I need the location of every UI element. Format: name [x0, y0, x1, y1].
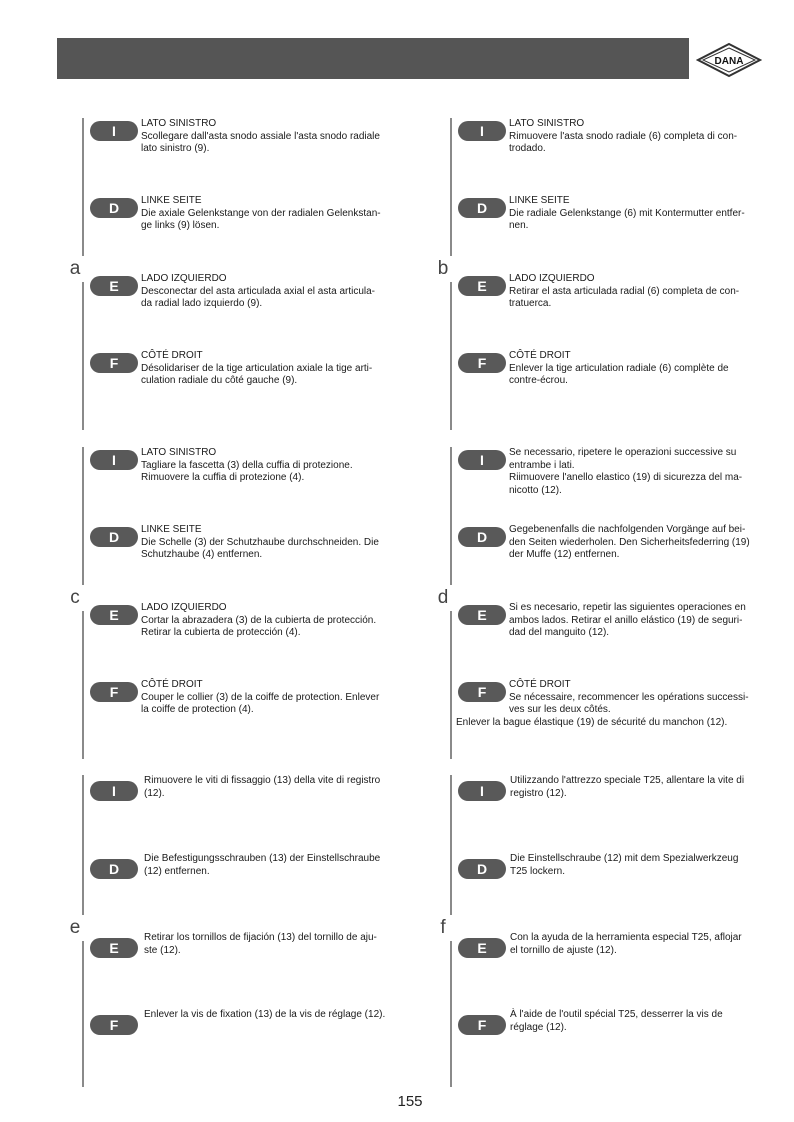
entry-french [82, 679, 422, 717]
lang-badge-f: F [458, 353, 506, 373]
entry-french [450, 679, 790, 729]
entry-german [450, 195, 790, 233]
entry-heading: LADO IZQUIERDO [141, 602, 227, 613]
dana-logo-icon [696, 42, 762, 78]
section-c [70, 447, 442, 759]
entry-extra-line: Enlever la bague élastique (19) de sécurité du manchon (12). [456, 716, 728, 728]
entry-italian [450, 775, 790, 800]
entry-text: Retirar el asta articulada radial (6) completa de con- tratuerca. [509, 285, 740, 309]
section-letter: a [62, 256, 88, 282]
entry-text: Die Befestigungsschrauben (13) der Einstellschraube (12) entfernen. [144, 853, 381, 877]
entry-italian [82, 775, 422, 800]
section-e [69, 775, 442, 1087]
entry-heading: LINKE SEITE [141, 195, 202, 206]
lang-badge-e: E [458, 938, 506, 958]
entry-text: À l'aide de l'outil spécial T25, desserrer la vis de réglage (12). [510, 1009, 723, 1033]
entry-heading: CÔTÉ DROIT [509, 350, 571, 361]
entry-spanish [82, 273, 422, 311]
entry-heading: LADO IZQUIERDO [509, 273, 595, 284]
entry-text: Die Schelle (3) der Schutzhaube durchschneiden. Die Schutzhaube (4) entfernen. [141, 536, 379, 560]
section-letter: c [62, 585, 88, 611]
lang-badge-i: I [90, 781, 138, 801]
lang-badge-f: F [90, 1015, 138, 1035]
entry-french [450, 1009, 790, 1034]
entry-german [82, 195, 422, 233]
lang-badge-f: F [458, 682, 506, 702]
entry-text: Scollegare dall'asta snodo assiale l'asta snodo radiale lato sinistro (9). [141, 130, 380, 154]
entry-spanish [450, 602, 790, 640]
lang-badge-d: D [458, 198, 506, 218]
entry-heading: LATO SINISTRO [141, 118, 217, 129]
entry-heading: CÔTÉ DROIT [141, 679, 203, 690]
entry-french [82, 1009, 422, 1033]
entry-text: Enlever la tige articulation radiale (6) complète de contre-écrou. [509, 362, 729, 386]
entry-text: Désolidariser de la tige articulation axiale la tige arti- culation radiale du côté gauche (9). [141, 362, 373, 386]
lang-badge-i: I [458, 121, 506, 141]
lang-badge-d: D [90, 859, 138, 879]
entry-text: Rimuovere l'asta snodo radiale (6) completa di con- trodado. [509, 130, 738, 154]
section-letter: d [430, 585, 456, 611]
entry-heading: CÔTÉ DROIT [141, 350, 203, 361]
entry-text: Couper le collier (3) de la coiffe de protection. Enlever la coiffe de protection (4). [141, 691, 380, 715]
entry-german [82, 853, 422, 878]
entry-italian [450, 118, 790, 156]
entry-spanish [450, 273, 790, 311]
entry-text: Gegebenenfalls die nachfolgenden Vorgänge auf bei- den Seiten wiederholen. Den Sicherheitsfederring (19) der Muffe (12) entfernen. [509, 524, 750, 560]
section-d [437, 447, 794, 759]
section-f [440, 775, 794, 1087]
entry-heading: CÔTÉ DROIT [509, 679, 571, 690]
entry-text: Die radiale Gelenkstange (6) mit Kontermutter entfer- nen. [509, 207, 745, 231]
lang-badge-d: D [90, 527, 138, 547]
lang-badge-i: I [458, 781, 506, 801]
entry-heading: LINKE SEITE [509, 195, 570, 206]
entry-italian [450, 447, 790, 497]
entry-heading: LADO IZQUIERDO [141, 273, 227, 284]
entry-text: Utilizzando l'attrezzo speciale T25, allentare la vite di registro (12). [510, 775, 745, 799]
dana-logo [696, 42, 762, 78]
entry-text: Si es necesario, repetir las siguientes operaciones en ambos lados. Retirar el anillo elástico (19) de seguri- dad del manguito (12). [509, 602, 746, 638]
entry-german [450, 853, 790, 878]
entry-heading: LINKE SEITE [141, 524, 202, 535]
entry-spanish [82, 932, 422, 957]
entry-text: Desconectar del asta articulada axial el asta articula- da radial lado izquierdo (9). [141, 285, 376, 309]
entry-text: Se nécessaire, recommencer les opérations successi- ves sur les deux côtés. [509, 691, 749, 715]
lang-badge-d: D [90, 198, 138, 218]
lang-badge-i: I [90, 121, 138, 141]
entry-german [450, 524, 790, 562]
page-number: 155 [397, 1093, 423, 1110]
lang-badge-f: F [90, 353, 138, 373]
lang-badge-e: E [90, 276, 138, 296]
entry-heading: LATO SINISTRO [141, 447, 217, 458]
lang-badge-e: E [458, 276, 506, 296]
entry-text: Cortar la abrazadera (3) de la cubierta de protección. Retirar la cubierta de protección (4). [141, 614, 377, 638]
entry-text: Rimuovere le viti di fissaggio (13) della vite di registro (12). [144, 775, 381, 799]
entry-text: Enlever la vis de fixation (13) de la vis de réglage (12). [144, 1009, 386, 1020]
entry-text: Con la ayuda de la herramienta especial T25, aflojar el tornillo de ajuste (12). [510, 932, 742, 956]
entry-text: Tagliare la fascetta (3) della cuffia di protezione. Rimuovere la cuffia di protezione (4). [141, 459, 353, 483]
entry-text: Retirar los tornillos de fijación (13) del tornillo de aju- ste (12). [144, 932, 377, 956]
lang-badge-d: D [458, 859, 506, 879]
entry-italian [82, 447, 422, 485]
svg-text:DANA: DANA [714, 56, 744, 67]
section-a [69, 118, 442, 430]
section-letter: e [62, 915, 88, 941]
entry-french [82, 350, 422, 388]
lang-badge-e: E [458, 605, 506, 625]
entry-spanish [450, 932, 790, 957]
entry-heading: LATO SINISTRO [509, 118, 585, 129]
lang-badge-f: F [90, 682, 138, 702]
lang-badge-e: E [90, 605, 138, 625]
lang-badge-f: F [458, 1015, 506, 1035]
entry-spanish [82, 602, 422, 640]
section-letter: f [430, 915, 456, 941]
lang-badge-i: I [458, 450, 506, 470]
section-letter: b [430, 256, 456, 282]
lang-badge-i: I [90, 450, 138, 470]
entry-text: Se necessario, ripetere le operazioni successive su entrambe i lati. Riimuovere l'anello elastico (19) di sicurezza del ma- nicotto (12). [509, 447, 743, 496]
section-b [437, 118, 794, 430]
lang-badge-d: D [458, 527, 506, 547]
lang-badge-e: E [90, 938, 138, 958]
entry-text: Die Einstellschraube (12) mit dem Spezialwerkzeug T25 lockern. [510, 853, 739, 877]
entry-text: Die axiale Gelenkstange von der radialen Gelenkstan- ge links (9) lösen. [141, 207, 381, 231]
entry-german [82, 524, 422, 562]
entry-french [450, 350, 790, 388]
entry-italian [82, 118, 422, 156]
header-bar [57, 38, 689, 79]
